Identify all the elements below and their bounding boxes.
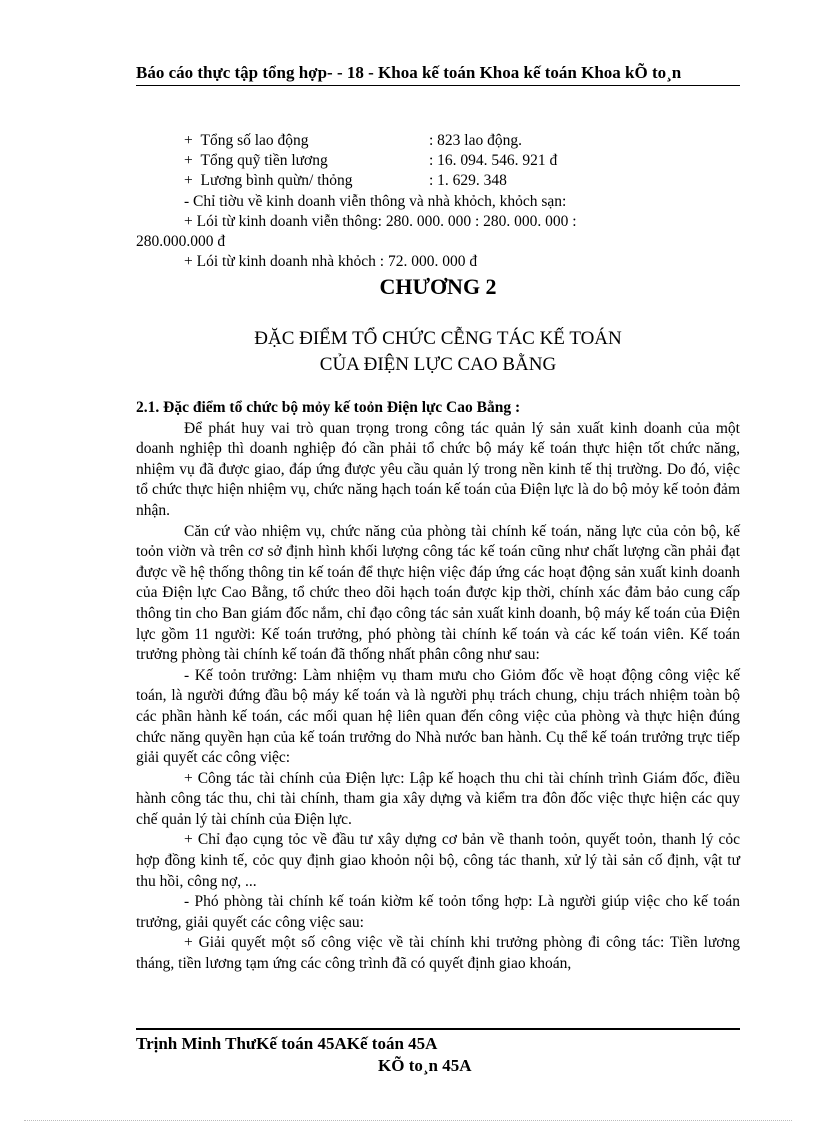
indicator-line: - Chỉ tiờu về kinh doanh viễn thông và nhà khỏch, khỏch sạn: xyxy=(184,192,567,210)
section-title xyxy=(136,326,740,378)
paragraph-6: - Phó phòng tài chính kế toán kiờm kế toỏn tổng hợp: Là người giúp việc cho kế toán trưởng, giải quyết các công việc sau: xyxy=(136,893,740,931)
stats-block xyxy=(136,131,740,272)
stat-bullet: + xyxy=(184,152,193,170)
stat-bullet: + xyxy=(184,132,193,149)
chapter-title: CHƯƠNG 2 xyxy=(379,274,497,299)
stat-value: : 1. 629. 348 xyxy=(429,172,507,190)
paragraph-4: + Công tác tài chính của Điện lực: Lập kế hoạch thu chi tài chính trình Giám đốc, điều hành công tác thu, chi tài chính, tham gia xây dựng và kiểm tra đôn đốc việc thực hiện các quy chế quản lý tài chính của Điện lực. xyxy=(136,769,740,828)
stat-bullet: + xyxy=(184,172,193,190)
section-title-line1: ĐẶC ĐIỂM TỔ CHỨC CỄNG TÁC KẾ TOÁN xyxy=(254,328,622,349)
header-rule xyxy=(136,85,740,86)
footer-author: Trịnh Minh ThưKế toán 45AKế toán 45A xyxy=(136,1034,438,1053)
footer-rule xyxy=(136,1028,740,1030)
stat-value: : 823 lao động. xyxy=(429,132,522,149)
stat-row-labor xyxy=(136,131,740,151)
paragraph-1: Để phát huy vai trò quan trọng trong công tác quản lý sản xuất kinh doanh của một doanh nghiệp thì doanh nghiệp đó cần phải tổ chức bộ máy kế toán thực hiện tốt chức năng, nhiệm vụ đã được giao, đáp ứng được yêu cầu quản lý trong nền kinh tế thị trường. Do đó, việc tổ chức thực hiện nhiệm vụ, chức năng hạch toán kế toán của Điện lực là do bộ mỏy kế toỏn đảm nhận. xyxy=(136,419,740,519)
page-bottom-border xyxy=(24,1120,792,1121)
page-header: Báo cáo thực tập tổng hợp- - 18 - Khoa kế toán Khoa kế toán Khoa kÕ to¸n xyxy=(136,63,682,82)
section-title-line2: CỦA ĐIỆN LỰC CAO BẰNG xyxy=(319,354,557,375)
stat-label: Tổng quỹ tiền lương xyxy=(200,152,328,170)
stat-label: Lương bình quừn/ thỏng xyxy=(200,172,353,190)
paragraph-5: + Chỉ đạo cụng tỏc về đầu tư xây dựng cơ bản về thanh toỏn, quyết toỏn, thanh lý cỏc hợp đồng kinh tế, cỏc quy định giao khoỏn nội bộ, công tác thanh, xử lý tài sản cố định, vật tư thu hồi, công nợ, ... xyxy=(136,831,740,890)
profit-telecom-line: + Lói từ kinh doanh viễn thông: 280. 000. 000 : 280. 000. 000 : xyxy=(184,212,577,230)
main-content xyxy=(136,398,740,975)
stat-label: Tổng số lao động xyxy=(200,132,309,149)
footer-class: KÕ to¸n 45A xyxy=(378,1056,472,1075)
profit-telecom-value: 280.000.000 đ xyxy=(136,232,226,250)
paragraph-3: - Kế toỏn trưởng: Làm nhiệm vụ tham mưu cho Giỏm đốc về hoạt động công việc kế toán, là người đứng đầu bộ máy kế toán và là người phụ trách chung, chịu trách nhiệm toàn bộ các phần hành kế toán, các mối quan hệ liên quan đến công việc của phòng và thực hiện đúng chức năng quyền hạn của kế toán trưởng do Nhà nước ban hành. Cụ thể kế toán trưởng trực tiếp giải quyết các công việc: xyxy=(136,666,740,767)
profit-hotel-line: + Lói từ kinh doanh nhà khỏch : 72. 000. 000 đ xyxy=(184,253,478,271)
paragraph-2: Căn cứ vào nhiệm vụ, chức năng của phòng tài chính kế toán, năng lực của cỏn bộ, kế toỏn viờn và trên cơ sở định hình khối lượng công tác kế toán cũng như chất lượng cần phải đạt được về hệ thống thông tin kế toán để thực hiện việc đáp ứng các hoạt động sản xuất kinh doanh của Điện lực Cao Bằng, tổ chức theo dõi hạch toán được kịp thời, chính xác đảm bảo cung cấp thông tin cho Ban giám đốc nắm, chỉ đạo công tác sản xuất kinh doanh, bộ máy kế toán của Điện lực gồm 11 người: Kế toán trưởng, phó phòng tài chính kế toán và các kế toán viên. Kế toán trưởng phòng tài chính kế toán đã thống nhất phân công như sau: xyxy=(136,522,740,664)
stat-value: : 16. 094. 546. 921 đ xyxy=(429,152,558,170)
paragraph-7: + Giải quyết một số công việc về tài chính khi trưởng phòng đi công tác: Tiền lương tháng, tiền lương tạm ứng các công trình đã có quyết định giao khoán, xyxy=(136,934,740,973)
subsection-heading: 2.1. Đặc điểm tổ chức bộ mỏy kế toỏn Điện lực Cao Bằng : xyxy=(136,399,521,416)
stat-row-wage-fund xyxy=(136,151,740,171)
stat-row-avg-wage xyxy=(136,171,740,191)
